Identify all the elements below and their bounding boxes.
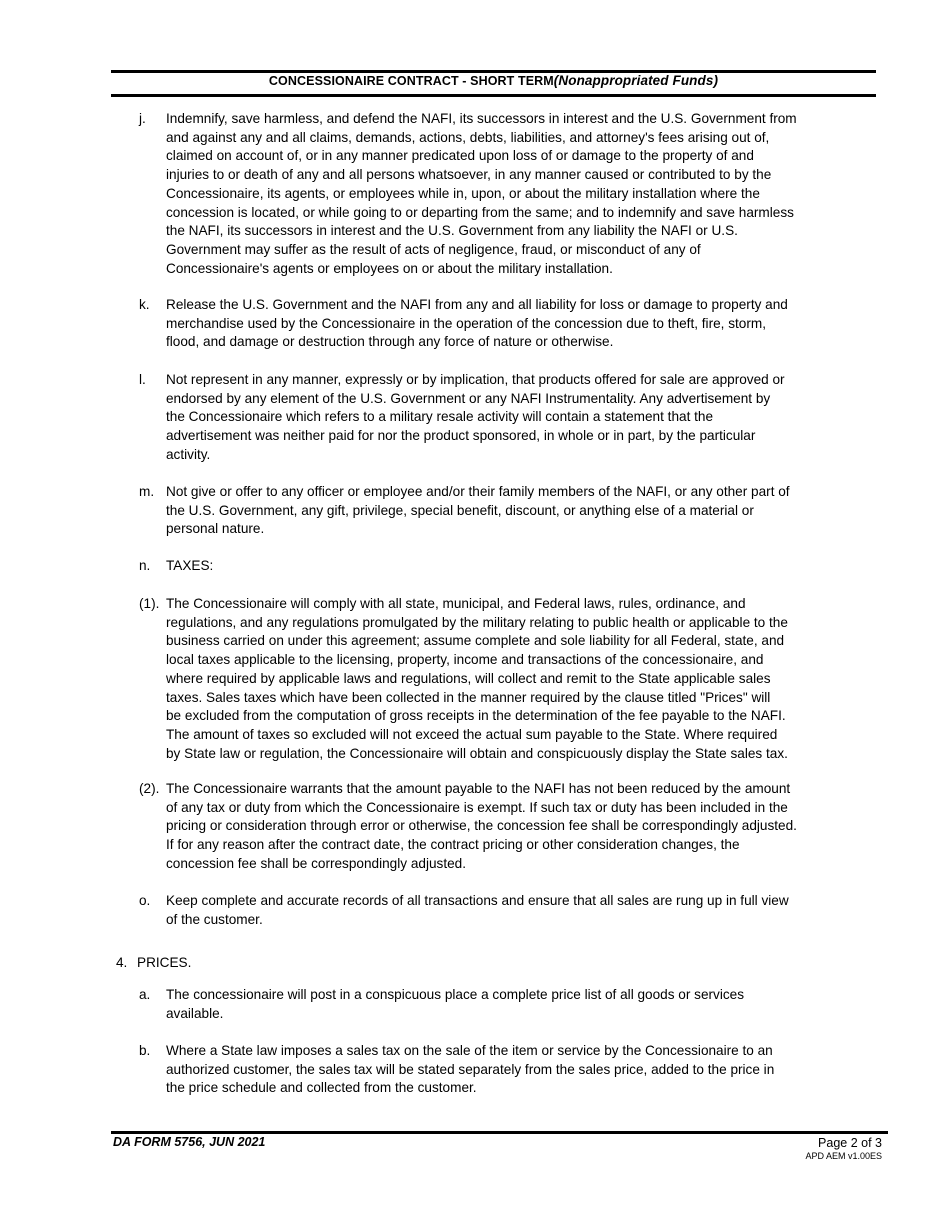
clause-n-2 <box>139 780 829 874</box>
clause-text: Release the U.S. Government and the NAFI from any and all liability for loss or damage to property and merchandise used by the Concessionaire in the operation of the concession due to theft, fire, storm, flood, and damage or destruction through any force of nature or otherwise. <box>166 297 788 350</box>
footer-form-number: DA FORM 5756, JUN 2021 <box>113 1135 266 1149</box>
clause-text: Indemnify, save harmless, and defend the NAFI, its successors in interest and the U.S. Government from and against any and all claims, demands, actions, debts, liabilities, and attorney's fees arising out of, claimed on account of, or in any manner predicated upon loss of or damage to the property of and injuries to or death of any and all persons whatsoever, in any manner caused or contributed to by the Concessionaire, its agents, or employees while in, upon, or about the military installation where the concession is located, or while going to or departing from the same; and to indemnify and save harmless the NAFI, its successors in interest and the U.S. Government from any liability the NAFI or U.S. Government may suffer as the result of acts of negligence, fraud, or misconduct of any of Concessionaire's agents or employees on or about the military installation. <box>166 111 797 276</box>
clause-text: The concessionaire will post in a conspicuous place a complete price list of all goods or services available. <box>166 987 745 1021</box>
clause-text: TAXES: <box>166 558 214 573</box>
clause-text: Keep complete and accurate records of all transactions and ensure that all sales are rung up in full view of the customer. <box>166 893 789 927</box>
footer-page-number: Page 2 of 3 <box>818 1136 882 1150</box>
section-prices-heading <box>116 954 191 973</box>
footer-rule <box>111 1131 888 1134</box>
clause-n <box>139 557 829 576</box>
section-title: PRICES. <box>137 955 192 970</box>
clause-label: a. <box>139 987 151 1002</box>
clause-text: Not represent in any manner, expressly or by implication, that products offered for sale are approved or endorsed by any element of the U.S. Government or any NAFI Instrumentality. Any advertisement by the Concessionaire which refers to a military resale activity will contain a statement that the advertisement was neither paid for nor the product sponsored, in whole or in part, by the particular activity. <box>166 372 785 462</box>
prices-clause-b <box>139 1042 829 1098</box>
section-number: 4. <box>116 955 128 970</box>
header-title: CONCESSIONAIRE CONTRACT - SHORT TERM <box>268 74 554 88</box>
footer-version: APD AEM v1.00ES <box>805 1151 882 1161</box>
clause-j <box>139 110 829 278</box>
clause-label: k. <box>139 297 150 312</box>
clause-label: m. <box>139 484 155 499</box>
clause-label: o. <box>139 893 151 908</box>
clause-text: Where a State law imposes a sales tax on the sale of the item or service by the Concessionaire to an authorized customer, the sales tax will be stated separately from the sales price, added to the price in the price schedule and collected from the customer. <box>166 1043 775 1096</box>
header-bottom-rule <box>111 94 876 97</box>
clause-text: The Concessionaire will comply with all state, municipal, and Federal laws, rules, ordinance, and regulations, and any regulations promulgated by the military relating to public health or applicable to the business carried on under this agreement; assume complete and sole liability for all Federal, state, and local taxes applicable to the licensing, property, income and transactions of the concessionaire, and where required by applicable laws and regulations, will collect and remit to the State applicable sales taxes. Sales taxes which have been collected in the manner required by the clause titled "Prices" will be excluded from the computation of gross receipts in the determination of the fee payable to the NAFI. The amount of taxes so excluded will not exceed the actual sum payable to the State. Where required by State law or regulation, the Concessionaire will obtain and conspicuously display the State sales tax. <box>166 596 788 761</box>
header-subtitle: (Nonappropriated Funds) <box>553 73 719 88</box>
clause-n-1 <box>139 595 829 763</box>
prices-clause-a <box>139 986 829 1023</box>
page-header <box>111 73 876 88</box>
clause-label: n. <box>139 558 151 573</box>
clause-o <box>139 892 829 929</box>
clause-label: b. <box>139 1043 151 1058</box>
clause-label: l. <box>139 372 146 387</box>
clause-label: (2). <box>139 781 160 796</box>
clause-text: Not give or offer to any officer or employee and/or their family members of the NAFI, or any other part of the U.S. Government, any gift, privilege, special benefit, discount, or anything else of a material or personal nature. <box>166 484 790 537</box>
clause-text: The Concessionaire warrants that the amount payable to the NAFI has not been reduced by the amount of any tax or duty from which the Concessionaire is exempt. If such tax or duty has been included in the pricing or consideration through error or otherwise, the concession fee shall be correspondingly adjusted. If for any reason after the contract date, the contract pricing or other consideration changes, the concession fee shall be correspondingly adjusted. <box>166 781 797 871</box>
clause-label: j. <box>139 111 146 126</box>
clause-m <box>139 483 829 539</box>
clause-k <box>139 296 829 352</box>
clause-label: (1). <box>139 596 160 611</box>
clause-l <box>139 371 829 465</box>
